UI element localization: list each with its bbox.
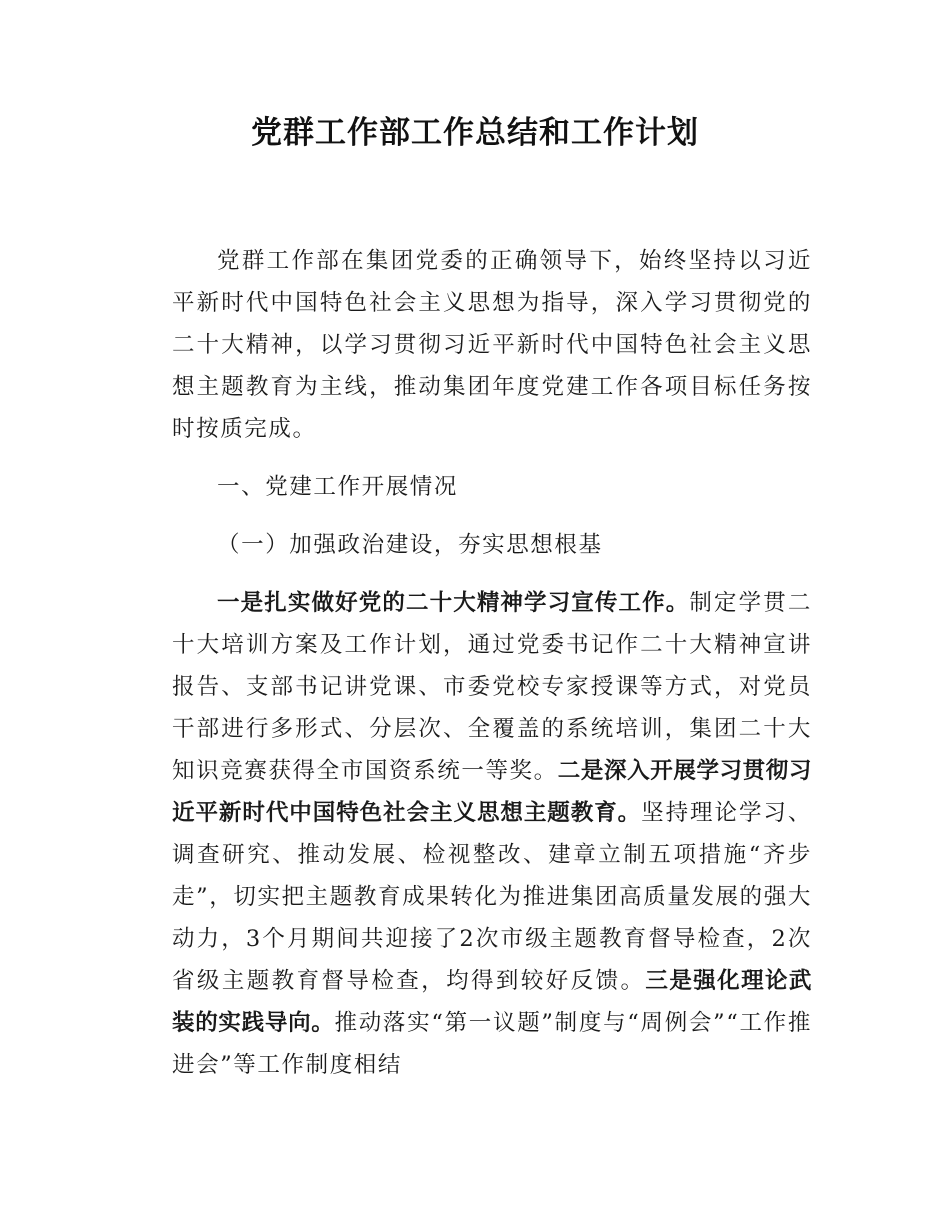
- political-building-paragraph: [172, 582, 812, 1086]
- document-body: [172, 240, 812, 1086]
- item-3-title: 三是强化理论武装的实践导向。: [172, 968, 813, 1036]
- item-1-title: 一是扎实做好党的二十大精神学习宣传工作。: [217, 590, 690, 616]
- document-title: 党群工作部工作总结和工作计划: [251, 115, 699, 151]
- item-2-text: 坚持理论学习、调查研究、推动发展、检视整改、建章立制五项措施“齐步走”，切实把主题教育成果转化为推进集团高质量发展的强大动力，3个月期间共迎接了2次市级主题教育督导检查，2次省级主题教育督导检查，均得到较好反馈。: [172, 800, 812, 994]
- section-heading-1: 一、党建工作开展情况: [217, 474, 459, 500]
- item-2-title: 二是深入开展学习贯彻习近平新时代中国特色社会主义思想主题教育。: [172, 758, 812, 826]
- item-1-text: 制定学贯二十大培训方案及工作计划，通过党委书记作二十大精神宣讲报告、支部书记讲党课、市委党校专家授课等方式，对党员干部进行多形式、分层次、全覆盖的系统培训，集团二十大知识竞赛获得全市国资系统一等奖。: [172, 590, 812, 784]
- intro-paragraph: 党群工作部在集团党委的正确领导下，始终坚持以习近平新时代中国特色社会主义思想为指导，深入学习贯彻党的二十大精神，以学习贯彻习近平新时代中国特色社会主义思想主题教育为主线，推动集团年度党建工作各项目标任务按时按质完成。: [172, 248, 812, 442]
- subsection-heading-1: （一）加强政治建设，夯实思想根基: [217, 532, 603, 558]
- item-3-text: 推动落实“第一议题”制度与“周例会”“工作推进会”等工作制度相结: [172, 1010, 812, 1078]
